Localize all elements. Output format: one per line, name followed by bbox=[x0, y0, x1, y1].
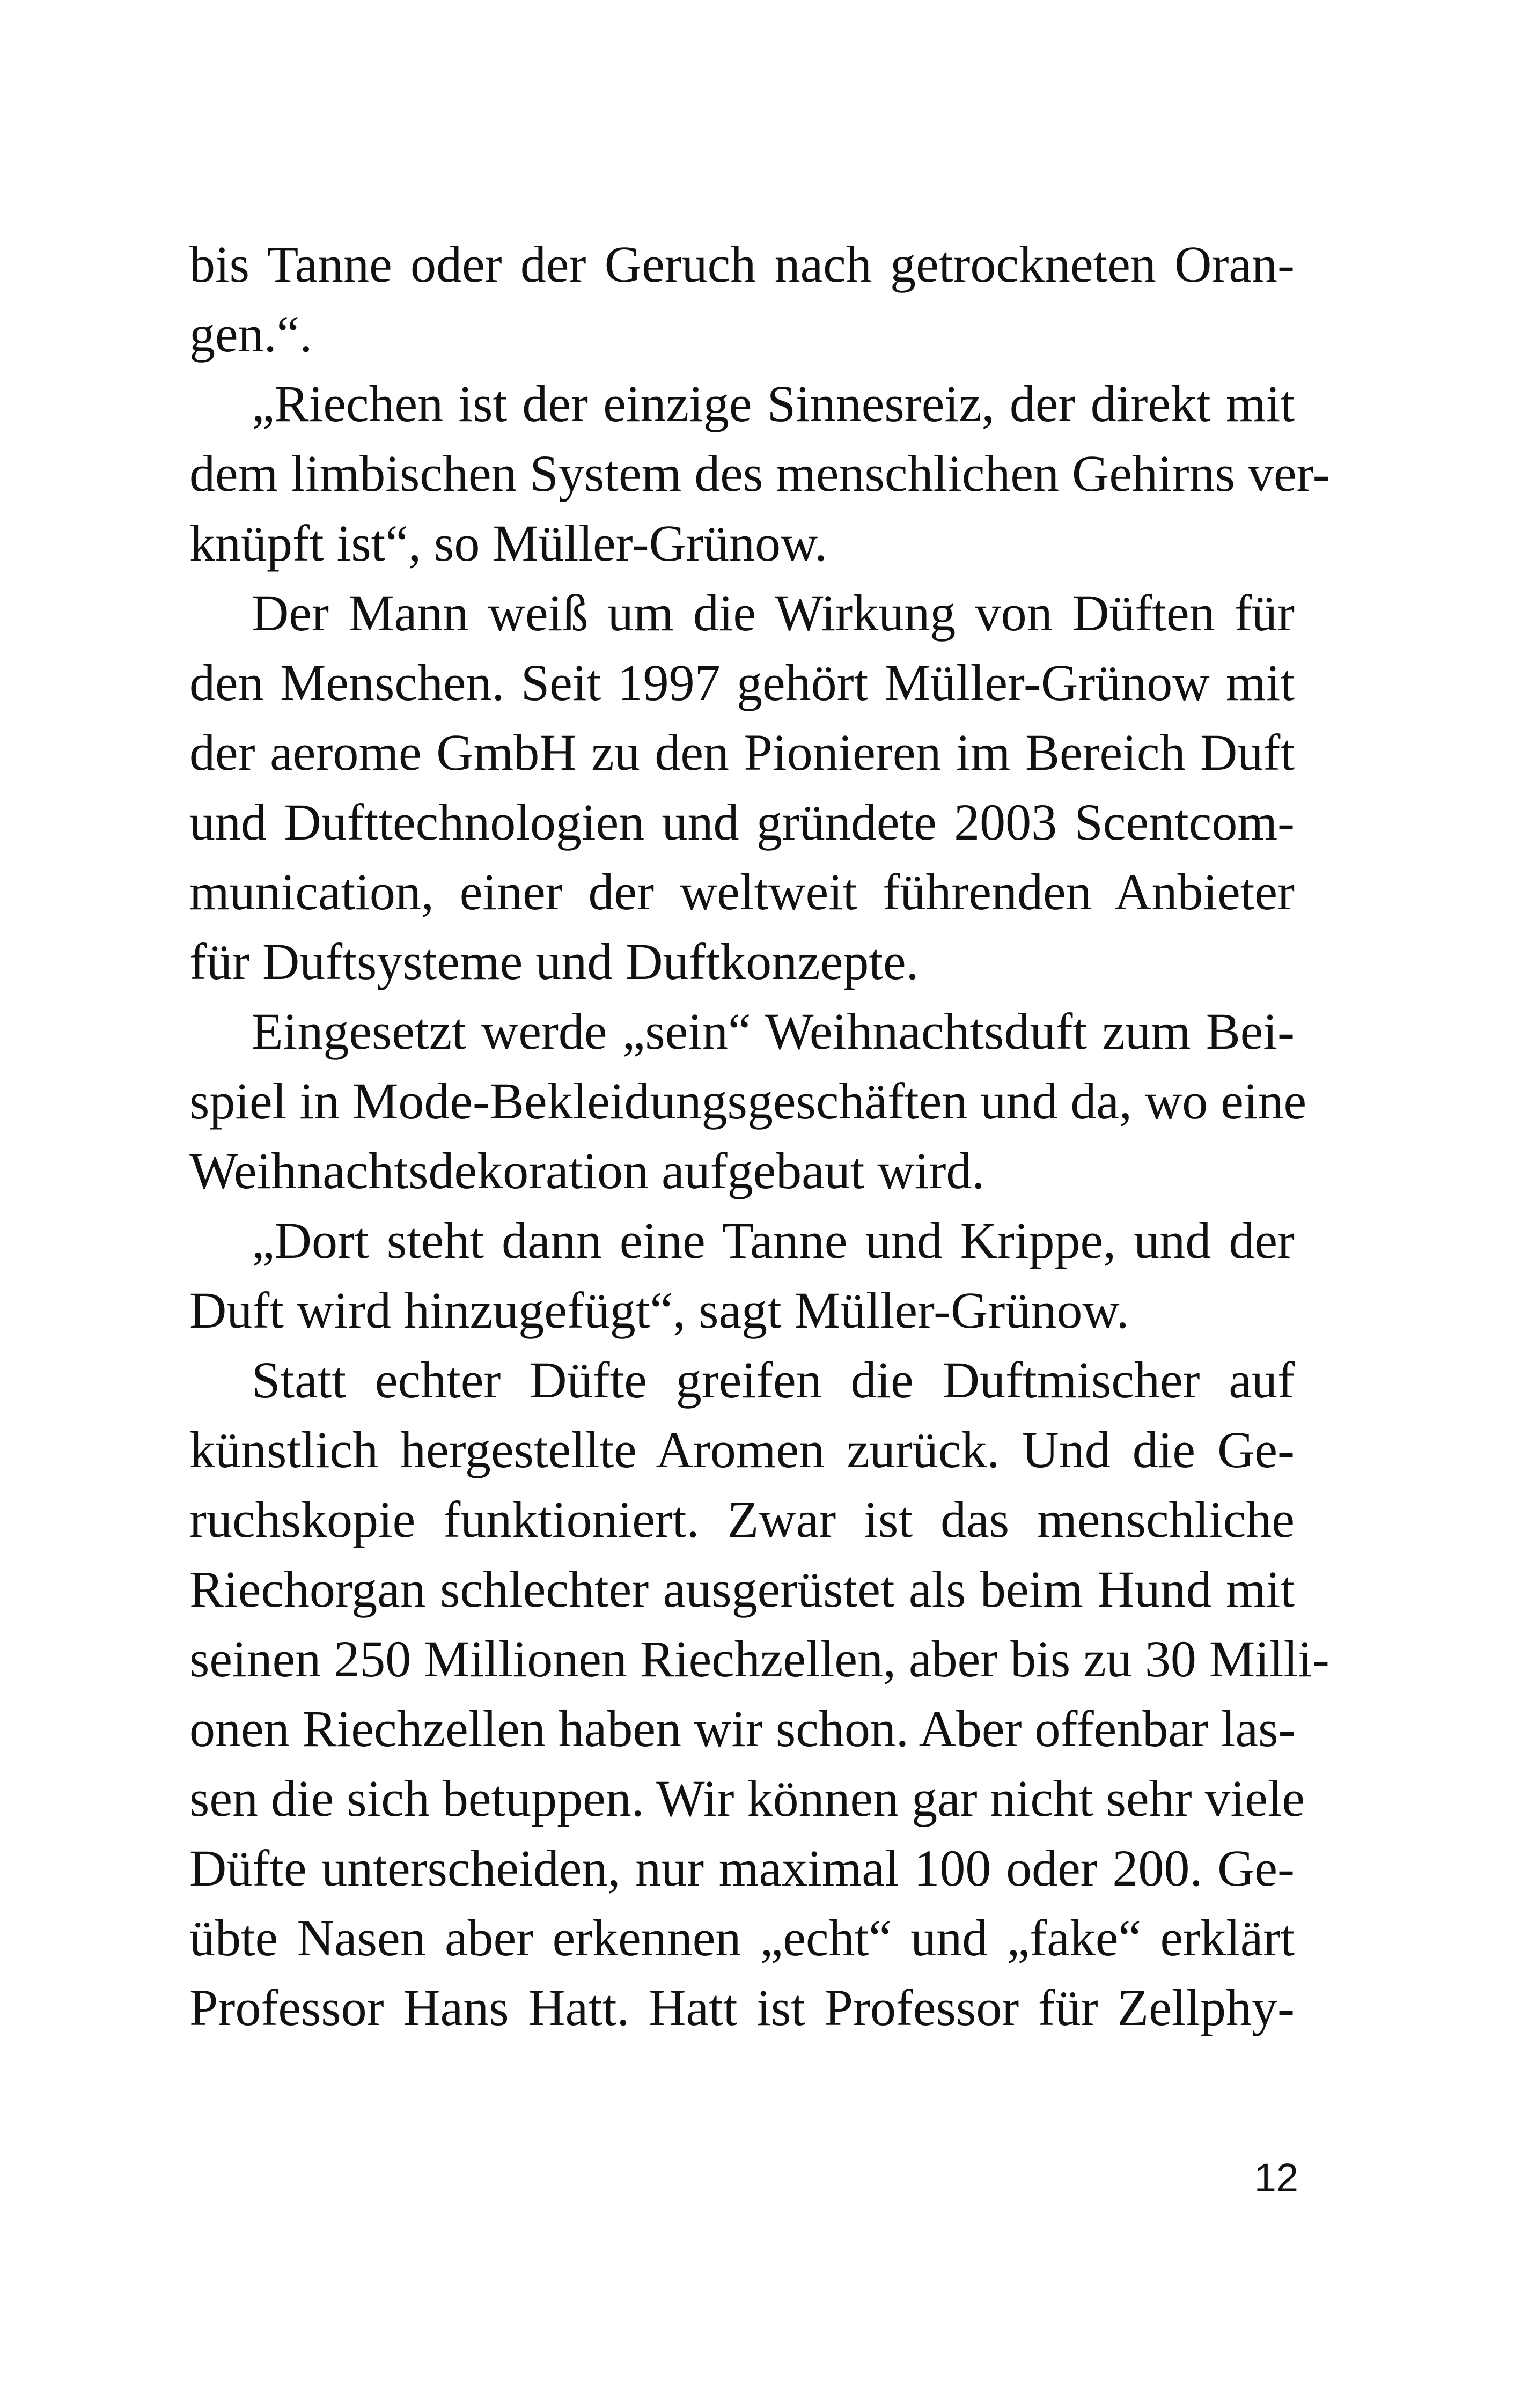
text-line: „Riechen ist der einzige Sinnesreiz, der direkt mit bbox=[252, 375, 1295, 432]
text-line: künstlich hergestellte Aromen zurück. Und die Ge- bbox=[189, 1421, 1295, 1478]
text-line: munication, einer der weltweit führenden Anbieter bbox=[189, 863, 1295, 921]
text-line: knüpft ist“, so Müller-Grünow. bbox=[189, 514, 828, 572]
text-line: Statt echter Düfte greifen die Duftmischer auf bbox=[252, 1351, 1295, 1409]
text-line: Eingesetzt werde „sein“ Weihnachtsduft zum Bei- bbox=[252, 1003, 1295, 1060]
text-line: sen die sich betuppen. Wir können gar nicht sehr viele bbox=[189, 1770, 1305, 1827]
text-line: bis Tanne oder der Geruch nach getrockneten Oran- bbox=[189, 235, 1295, 293]
text-line: „Dort steht dann eine Tanne und Krippe, und der bbox=[252, 1212, 1295, 1269]
text-line: spiel in Mode-Bekleidungsgeschäften und da, wo eine bbox=[189, 1072, 1307, 1130]
text-line: gen.“. bbox=[189, 305, 313, 363]
text-line: Der Mann weiß um die Wirkung von Düften für bbox=[252, 584, 1295, 642]
text-line: den Menschen. Seit 1997 gehört Müller-Grünow mit bbox=[189, 654, 1295, 711]
text-line: ruchskopie funktioniert. Zwar ist das menschliche bbox=[189, 1491, 1295, 1548]
page-number: 12 bbox=[1254, 2155, 1298, 2200]
text-line: Weihnachtsdekoration aufgebaut wird. bbox=[189, 1142, 985, 1199]
text-line: Riechorgan schlechter ausgerüstet als beim Hund mit bbox=[189, 1560, 1295, 1618]
text-line: übte Nasen aber erkennen „echt“ und „fake“ erklärt bbox=[189, 1909, 1295, 1967]
body-text bbox=[189, 230, 1330, 2043]
text-line: onen Riechzellen haben wir schon. Aber offenbar las- bbox=[189, 1700, 1296, 1757]
text-line: seinen 250 Millionen Riechzellen, aber bis zu 30 Milli- bbox=[189, 1630, 1329, 1688]
text-line: Düfte unterscheiden, nur maximal 100 oder 200. Ge- bbox=[189, 1839, 1295, 1897]
text-line: für Duftsysteme und Duftkonzepte. bbox=[189, 933, 919, 990]
text-line: Duft wird hinzugefügt“, sagt Müller-Grünow. bbox=[189, 1282, 1129, 1339]
text-line: und Dufttechnologien und gründete 2003 Scentcom- bbox=[189, 793, 1295, 851]
text-line: der aerome GmbH zu den Pionieren im Bereich Duft bbox=[189, 724, 1295, 781]
text-line: dem limbischen System des menschlichen Gehirns ver- bbox=[189, 445, 1330, 502]
text-line: Professor Hans Hatt. Hatt ist Professor für Zellphy- bbox=[189, 1979, 1295, 2036]
